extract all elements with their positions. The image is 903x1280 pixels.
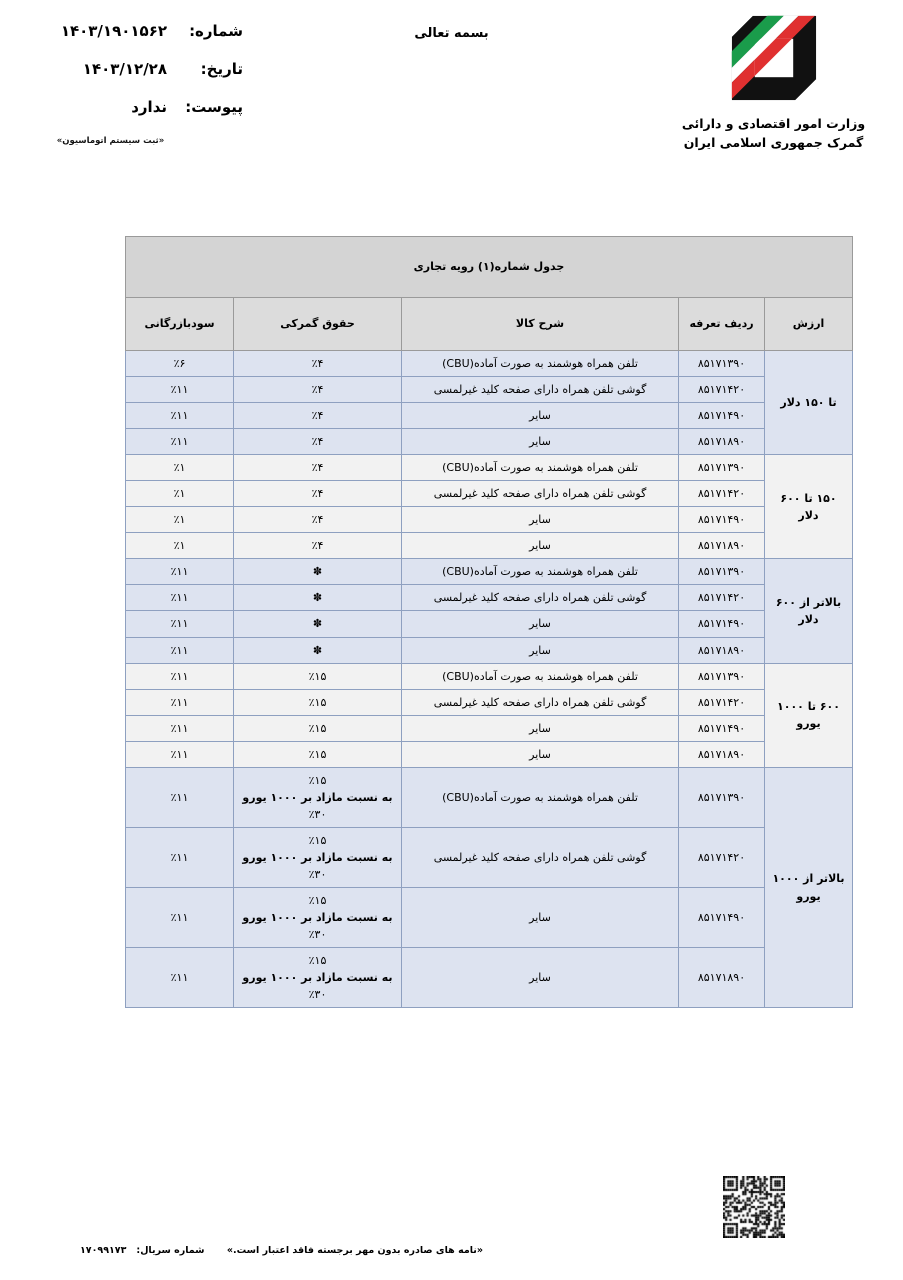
table-row: [125, 611, 852, 637]
trade-profit-cell: ٪۱۱: [125, 741, 233, 767]
goods-description-cell: سایر: [402, 507, 679, 533]
letter-date-row: [18, 60, 243, 78]
table-row: [125, 455, 852, 481]
trade-profit-cell: ٪۱۱: [125, 663, 233, 689]
tariff-code-cell: ۸۵۱۷۱۴۲۰: [679, 481, 765, 507]
table-row: [125, 767, 852, 827]
tariff-code-cell: ۸۵۱۷۱۸۹۰: [679, 429, 765, 455]
duty-line-2: به نسبت مازاد بر ۱۰۰۰ یورو: [242, 850, 393, 864]
duty-line-1: ٪۱۵: [308, 833, 327, 847]
table-row: [125, 689, 852, 715]
table-row: [125, 481, 852, 507]
value-range-cell: تا ۱۵۰ دلار: [765, 351, 853, 455]
letter-attachment-value: ندارد: [131, 98, 167, 116]
iran-customs-logo-icon: [726, 10, 822, 106]
letter-date-label: تاریخ:: [200, 60, 243, 78]
tariff-code-cell: ۸۵۱۷۱۳۹۰: [679, 663, 765, 689]
duty-line-3: ٪۳۰: [308, 928, 327, 942]
customs-duty-cell: ✽: [234, 611, 402, 637]
duty-line-1: ٪۱۵: [308, 954, 327, 968]
tariff-code-cell: ۸۵۱۷۱۸۹۰: [679, 948, 765, 1008]
trade-profit-cell: ٪۶: [125, 351, 233, 377]
tariff-code-cell: ۸۵۱۷۱۴۹۰: [679, 403, 765, 429]
tariff-code-cell: ۸۵۱۷۱۸۹۰: [679, 637, 765, 663]
trade-profit-cell: ٪۱۱: [125, 377, 233, 403]
customs-duty-cell: ✽: [234, 559, 402, 585]
duty-line-2: به نسبت مازاد بر ۱۰۰۰ یورو: [242, 971, 393, 985]
table-row: [125, 351, 852, 377]
duty-line-1: ٪۱۵: [308, 773, 327, 787]
trade-profit-cell: ٪۱۱: [125, 827, 233, 887]
value-range-cell: بالاتر از ۱۰۰۰ یورو: [765, 767, 853, 1008]
value-range-cell: ۶۰۰ تا ۱۰۰۰ یورو: [765, 663, 853, 767]
table-row: [125, 715, 852, 741]
duty-line-3: ٪۳۰: [308, 867, 327, 881]
table-row: [125, 533, 852, 559]
table-column-header-row: [125, 298, 852, 351]
table-row: [125, 741, 852, 767]
customs-duty-cell: ٪۴: [234, 533, 402, 559]
tariff-code-cell: ۸۵۱۷۱۳۹۰: [679, 559, 765, 585]
goods-description-cell: سایر: [402, 429, 679, 455]
customs-duty-cell: ٪۴: [234, 455, 402, 481]
goods-description-cell: گوشی تلفن همراه دارای صفحه کلید غیرلمسی: [402, 827, 679, 887]
goods-description-cell: تلفن همراه هوشمند به صورت آماده(CBU): [402, 663, 679, 689]
goods-description-cell: سایر: [402, 948, 679, 1008]
goods-description-cell: گوشی تلفن همراه دارای صفحه کلید غیرلمسی: [402, 585, 679, 611]
trade-profit-cell: ٪۱۱: [125, 559, 233, 585]
duty-line-2: به نسبت مازاد بر ۱۰۰۰ یورو: [242, 911, 393, 925]
customs-duty-cell: [234, 767, 402, 827]
tariff-code-cell: ۸۵۱۷۱۴۹۰: [679, 888, 765, 948]
footer-serial: [80, 1245, 204, 1256]
footer-disclaimer: «نامه های صادره بدون مهر برجسته فاقد اعتبار است.»: [226, 1245, 483, 1256]
value-range-cell: بالاتر از ۶۰۰ دلار: [765, 559, 853, 663]
goods-description-cell: گوشی تلفن همراه دارای صفحه کلید غیرلمسی: [402, 377, 679, 403]
table-title: جدول شماره(۱) رویه تجاری: [125, 237, 852, 298]
document-footer: [0, 1245, 903, 1265]
table-row: [125, 585, 852, 611]
organization-logo-block: [666, 10, 881, 153]
customs-duty-cell: [234, 827, 402, 887]
letter-date-value: ۱۴۰۳/۱۲/۲۸: [82, 60, 167, 78]
table-row: [125, 507, 852, 533]
customs-duty-cell: ٪۱۵: [234, 715, 402, 741]
trade-profit-cell: ٪۱۱: [125, 767, 233, 827]
duty-line-2: به نسبت مازاد بر ۱۰۰۰ یورو: [242, 790, 393, 804]
table-row: [125, 888, 852, 948]
table-row: [125, 948, 852, 1008]
tariff-code-cell: ۸۵۱۷۱۳۹۰: [679, 455, 765, 481]
trade-profit-cell: ٪۱: [125, 481, 233, 507]
table-row: [125, 403, 852, 429]
trade-profit-cell: ٪۱۱: [125, 689, 233, 715]
duty-line-3: ٪۳۰: [308, 988, 327, 1002]
table-row: [125, 559, 852, 585]
tariff-code-cell: ۸۵۱۷۱۴۲۰: [679, 585, 765, 611]
goods-description-cell: سایر: [402, 533, 679, 559]
customs-duty-cell: ٪۱۵: [234, 663, 402, 689]
customs-duty-cell: ٪۴: [234, 377, 402, 403]
organization-name-line1: وزارت امور اقتصادی و دارائی: [681, 116, 866, 131]
goods-description-cell: تلفن همراه هوشمند به صورت آماده(CBU): [402, 455, 679, 481]
customs-duty-cell: ٪۴: [234, 351, 402, 377]
organization-name-line2: گمرک جمهوری اسلامی ایران: [683, 135, 864, 151]
tariff-code-cell: ۸۵۱۷۱۸۹۰: [679, 533, 765, 559]
column-header-customs-duty: حقوق گمرکی: [234, 298, 402, 351]
table-row: [125, 429, 852, 455]
trade-profit-cell: ٪۱: [125, 507, 233, 533]
duty-line-1: ٪۱۵: [308, 894, 327, 908]
trade-profit-cell: ٪۱۱: [125, 611, 233, 637]
tariff-table: [125, 236, 853, 1008]
customs-duty-cell: ٪۴: [234, 507, 402, 533]
trade-profit-cell: ٪۱۱: [125, 888, 233, 948]
tariff-code-cell: ۸۵۱۷۱۴۲۰: [679, 377, 765, 403]
customs-duty-cell: [234, 888, 402, 948]
qr-code-icon: [723, 1176, 785, 1238]
trade-profit-cell: ٪۱: [125, 533, 233, 559]
letter-attachment-row: [18, 98, 243, 116]
trade-profit-cell: ٪۱۱: [125, 715, 233, 741]
invocation-text: بسمه تعالی: [414, 26, 489, 41]
trade-profit-cell: ٪۱۱: [125, 585, 233, 611]
tariff-code-cell: ۸۵۱۷۱۴۲۰: [679, 689, 765, 715]
goods-description-cell: سایر: [402, 715, 679, 741]
goods-description-cell: سایر: [402, 741, 679, 767]
goods-description-cell: تلفن همراه هوشمند به صورت آماده(CBU): [402, 351, 679, 377]
goods-description-cell: سایر: [402, 637, 679, 663]
duty-line-3: ٪۳۰: [308, 807, 327, 821]
customs-duty-cell: ✽: [234, 637, 402, 663]
tariff-code-cell: ۸۵۱۷۱۳۹۰: [679, 767, 765, 827]
goods-description-cell: گوشی تلفن همراه دارای صفحه کلید غیرلمسی: [402, 689, 679, 715]
trade-profit-cell: ٪۱۱: [125, 637, 233, 663]
table-row: [125, 637, 852, 663]
letter-number-label: شماره:: [189, 22, 243, 40]
table-title-row: [125, 237, 852, 298]
goods-description-cell: تلفن همراه هوشمند به صورت آماده(CBU): [402, 767, 679, 827]
customs-duty-cell: ٪۴: [234, 429, 402, 455]
tariff-table-container: [126, 236, 853, 1008]
tariff-code-cell: ۸۵۱۷۱۳۹۰: [679, 351, 765, 377]
letter-number-value: ۱۴۰۳/۱۹۰۱۵۶۲: [60, 22, 167, 40]
tariff-code-cell: ۸۵۱۷۱۴۹۰: [679, 611, 765, 637]
table-row: [125, 827, 852, 887]
trade-profit-cell: ٪۱: [125, 455, 233, 481]
trade-profit-cell: ٪۱۱: [125, 403, 233, 429]
serial-label: شماره سریال:: [136, 1245, 205, 1256]
customs-duty-cell: ٪۱۵: [234, 741, 402, 767]
trade-profit-cell: ٪۱۱: [125, 429, 233, 455]
tariff-table-body: [125, 351, 852, 1008]
letter-metadata: [18, 22, 243, 146]
table-row: [125, 663, 852, 689]
column-header-value: ارزش: [765, 298, 853, 351]
goods-description-cell: سایر: [402, 403, 679, 429]
goods-description-cell: سایر: [402, 888, 679, 948]
letter-attachment-label: پیوست:: [185, 98, 243, 116]
tariff-code-cell: ۸۵۱۷۱۴۹۰: [679, 507, 765, 533]
customs-duty-cell: [234, 948, 402, 1008]
value-range-cell: ۱۵۰ تا ۶۰۰ دلار: [765, 455, 853, 559]
column-header-tariff: ردیف تعرفه: [679, 298, 765, 351]
table-row: [125, 377, 852, 403]
goods-description-cell: تلفن همراه هوشمند به صورت آماده(CBU): [402, 559, 679, 585]
serial-value: ۱۷۰۹۹۱۷۳: [80, 1245, 127, 1256]
customs-duty-cell: ✽: [234, 585, 402, 611]
trade-profit-cell: ٪۱۱: [125, 948, 233, 1008]
document-header: [0, 0, 903, 205]
column-header-description: شرح کالا: [402, 298, 679, 351]
tariff-code-cell: ۸۵۱۷۱۴۲۰: [679, 827, 765, 887]
automation-note: «ثبت سیستم اتوماسیون»: [56, 136, 165, 146]
tariff-table-head: [125, 237, 852, 351]
letter-number-row: [18, 22, 243, 40]
goods-description-cell: سایر: [402, 611, 679, 637]
tariff-code-cell: ۸۵۱۷۱۴۹۰: [679, 715, 765, 741]
customs-duty-cell: ٪۴: [234, 403, 402, 429]
tariff-code-cell: ۸۵۱۷۱۸۹۰: [679, 741, 765, 767]
customs-duty-cell: ٪۴: [234, 481, 402, 507]
goods-description-cell: گوشی تلفن همراه دارای صفحه کلید غیرلمسی: [402, 481, 679, 507]
customs-duty-cell: ٪۱۵: [234, 689, 402, 715]
column-header-trade-profit: سودبازرگانی: [125, 298, 233, 351]
